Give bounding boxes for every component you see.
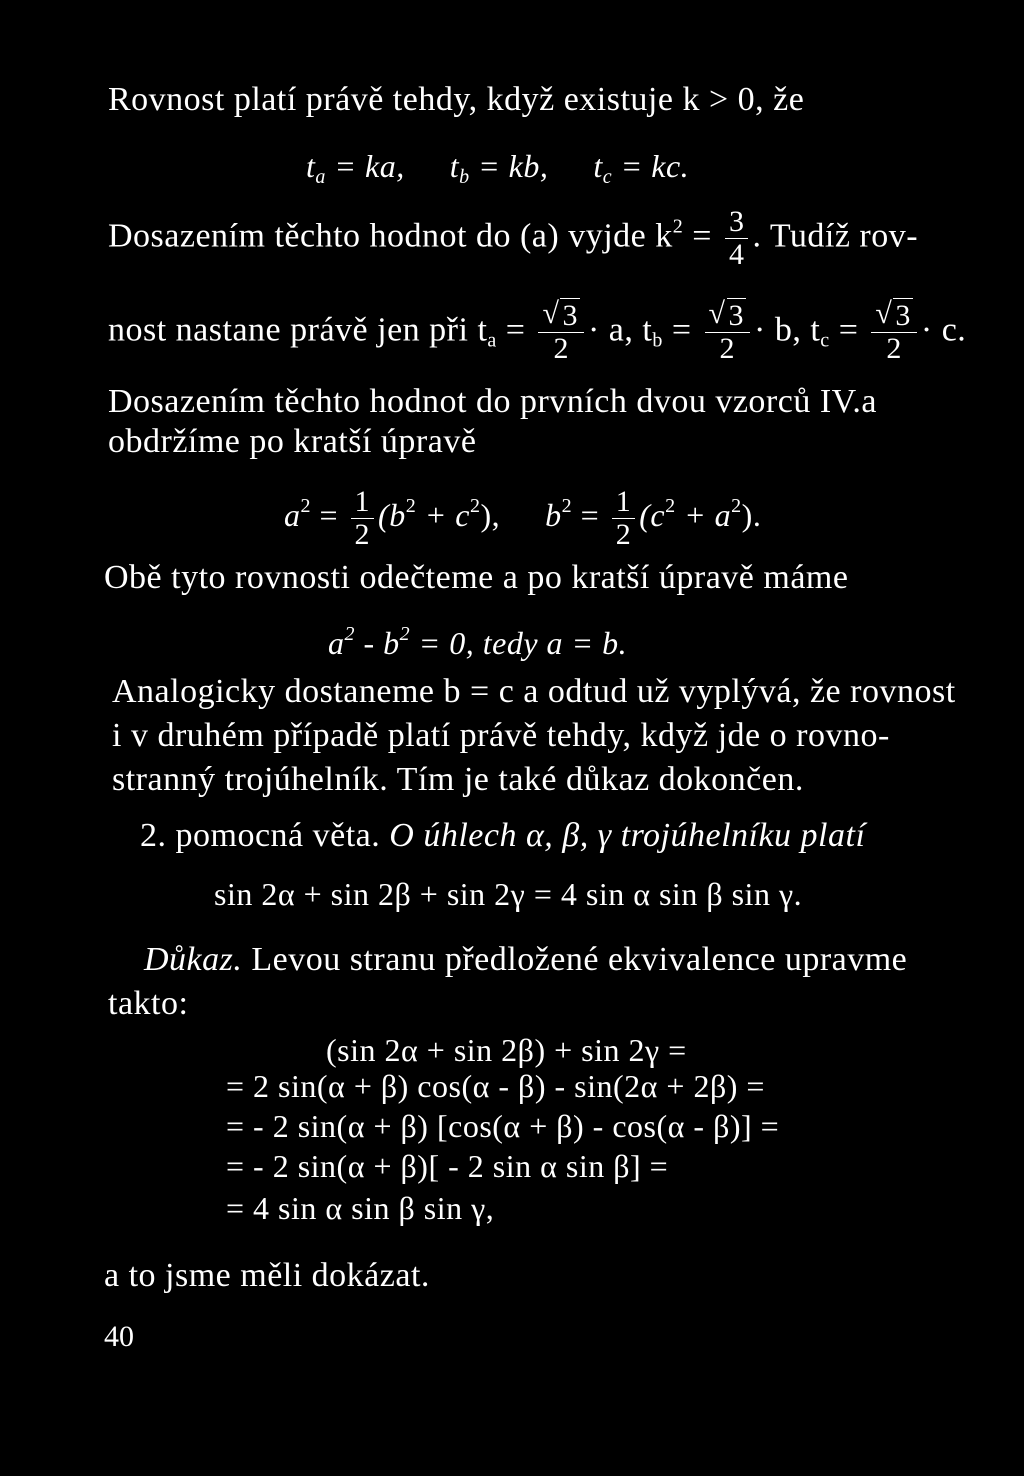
- lemma-statement: O úhlech α, β, γ trojúhelníku platí: [389, 817, 866, 854]
- fraction-sqrt3-over-2-b: [705, 300, 751, 365]
- equals-1: =: [311, 497, 339, 533]
- b-exponent: 2: [399, 623, 411, 645]
- t-a-rhs: = ka,: [325, 148, 405, 184]
- a-exponent: 2: [344, 623, 355, 645]
- c-exponent: 2: [470, 495, 481, 517]
- b-lhs-exponent: 2: [561, 495, 573, 517]
- equation-a-equals-b: [328, 614, 627, 663]
- close-paren-2: ).: [741, 497, 762, 533]
- text-line-3: [108, 206, 918, 271]
- text-line-5: Dosazením těchto hodnot do prvních dvou vzorců IV.a: [108, 383, 877, 420]
- k-squared-exponent: 2: [672, 215, 684, 238]
- fraction-sqrt3-over-2-c: [871, 300, 917, 365]
- t-a-subscript: a: [315, 166, 326, 188]
- page-number: 40: [104, 1320, 134, 1353]
- fraction-one-half-1: [351, 486, 375, 551]
- text-line-10: Analogicky dostaneme b = c a odtud už vyplývá, že rovnost: [112, 673, 956, 710]
- a-exponent: 2: [300, 495, 311, 517]
- lemma-heading: [140, 816, 865, 856]
- line-4-c-term: · c.: [920, 311, 967, 349]
- derivation-step-1: (sin 2α + sin 2β) + sin 2γ =: [326, 1032, 687, 1068]
- plus-c-term: + c: [416, 497, 470, 533]
- fraction-numerator: 3: [725, 206, 749, 239]
- c-term: (c: [639, 497, 666, 533]
- minus-b: - b: [355, 625, 400, 661]
- t-b-rhs: = kb,: [469, 148, 549, 184]
- lemma-label: 2. pomocná věta.: [140, 817, 390, 854]
- b-term: (b: [378, 497, 406, 533]
- t-c-subscript-2: c: [820, 329, 830, 352]
- text-line-11: i v druhém případě platí právě tehdy, když jde o rovno-: [112, 717, 890, 754]
- t-c-subscript: c: [602, 166, 613, 188]
- text-line-12: stranný trojúhelník. Tím je také důkaz dokončen.: [112, 761, 804, 798]
- plus-a-term: + a: [675, 497, 732, 533]
- t-a-subscript-2: a: [487, 329, 497, 352]
- derivation-step-3: = - 2 sin(α + β) [cos(α + β) - cos(α - β)] =: [226, 1108, 780, 1144]
- fraction-numerator: 1: [351, 486, 375, 519]
- fraction-denominator: 2: [886, 332, 902, 365]
- radicand: 3: [562, 299, 578, 332]
- a-symbol: a: [328, 625, 345, 661]
- t-c-symbol: t: [593, 148, 603, 184]
- fraction-one-half-2: [612, 486, 636, 551]
- line-4-b-term: · b, t: [754, 311, 821, 349]
- derivation-step-2: = 2 sin(α + β) cos(α - β) - sin(2α + 2β) =: [226, 1068, 765, 1104]
- text-line-8: Obě tyto rovnosti odečteme a po kratší úpravě máme: [104, 559, 849, 596]
- t-a-symbol: t: [306, 148, 316, 184]
- fraction-denominator: 2: [615, 518, 632, 552]
- line-4-a-term: · a, t: [587, 311, 653, 349]
- a-exponent-2: 2: [731, 495, 742, 517]
- line-4-equals-c: =: [829, 311, 859, 349]
- proof-label: Důkaz.: [144, 941, 243, 978]
- fraction-sqrt3-over-2-a: [538, 300, 584, 365]
- t-c-rhs: = kc.: [612, 148, 690, 184]
- line-4-text: nost nastane právě jen při t: [108, 311, 488, 349]
- fraction-denominator: 2: [719, 332, 736, 365]
- derivation-step-5: = 4 sin α sin β sin γ,: [226, 1190, 495, 1226]
- text-line-6: obdržíme po kratší úpravě: [108, 423, 477, 460]
- equation-rest: = 0, tedy a = b.: [410, 625, 628, 661]
- text-line-22: a to jsme měli dokázat.: [104, 1257, 430, 1294]
- equals-2: =: [572, 497, 600, 533]
- fraction-numerator: 1: [612, 486, 636, 519]
- sqrt-symbol: [875, 300, 913, 332]
- line-4-equals-a: =: [496, 311, 526, 349]
- line-3-equals: =: [683, 217, 712, 255]
- fraction-denominator: 2: [354, 518, 371, 552]
- equation-sin-identity: sin 2α + sin 2β + sin 2γ = 4 sin α sin β sin γ.: [214, 876, 803, 912]
- derivation-step-4: = - 2 sin(α + β)[ - 2 sin α sin β] =: [226, 1148, 669, 1184]
- fraction-denominator: 2: [553, 332, 569, 365]
- t-b-subscript-2: b: [652, 329, 663, 352]
- sqrt-symbol: [542, 300, 580, 332]
- line-4-equals-b: =: [662, 311, 692, 349]
- fraction-three-quarters: [725, 206, 749, 271]
- radicand: 3: [895, 299, 911, 332]
- proof-text: Levou stranu předložené ekvivalence upravme: [242, 941, 908, 978]
- text-line-4: [108, 300, 966, 365]
- t-b-symbol: t: [449, 148, 460, 184]
- b-symbol: b: [545, 497, 562, 533]
- text-line-15: [144, 940, 907, 980]
- text-line-16: takto:: [108, 985, 189, 1022]
- a-symbol: a: [284, 497, 301, 533]
- equation-squares: [284, 486, 761, 551]
- line-3-end: . Tudíž rov-: [752, 217, 919, 255]
- radicand: 3: [728, 299, 745, 332]
- sqrt-symbol: [709, 300, 747, 332]
- b-exponent: 2: [405, 495, 417, 517]
- c-exponent-2: 2: [665, 495, 676, 517]
- fraction-denominator: 4: [728, 238, 745, 271]
- t-b-subscript: b: [459, 166, 470, 188]
- close-paren-1: ),: [480, 497, 501, 533]
- text-line-1: Rovnost platí právě tehdy, když existuje k > 0, že: [108, 81, 805, 118]
- line-3-text: Dosazením těchto hodnot do (a) vyjde k: [108, 217, 673, 255]
- equation-t-k: [306, 146, 689, 197]
